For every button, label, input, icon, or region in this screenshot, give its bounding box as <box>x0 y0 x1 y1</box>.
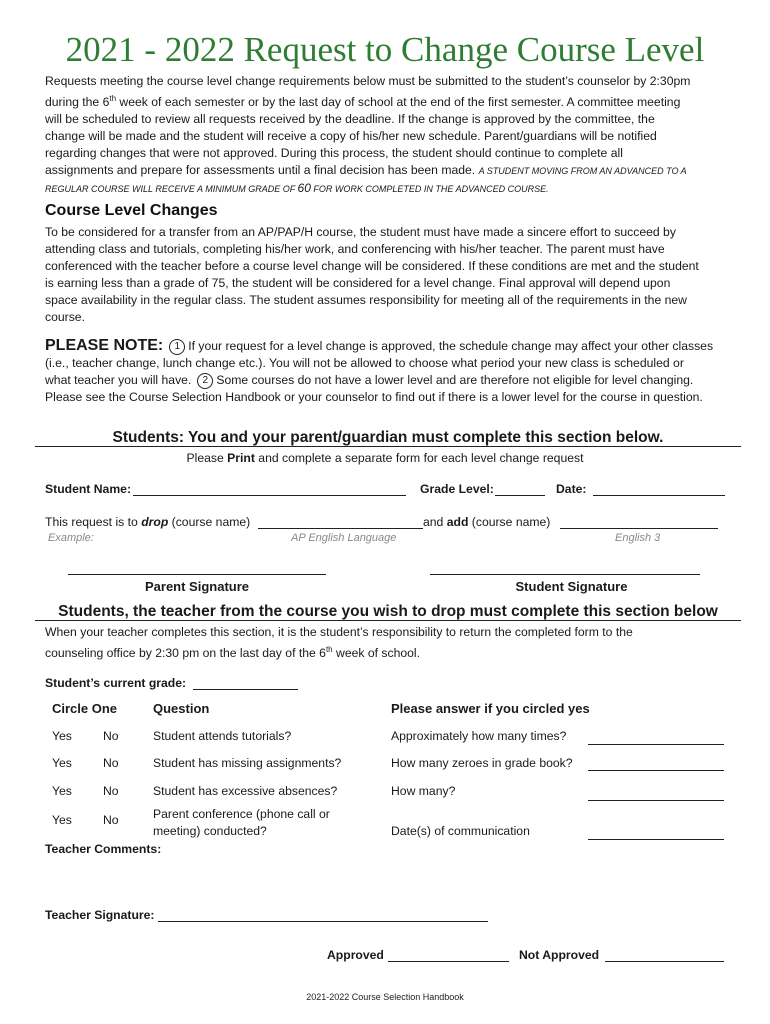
section-divider <box>35 620 741 621</box>
form-title: 2021 - 2022 Request to Change Course Level <box>65 30 705 69</box>
no-option[interactable]: No <box>103 784 119 798</box>
teacher-section-banner: Students, the teacher from the course you wish to drop must complete this section below <box>58 603 718 620</box>
request-add-label: and add (course name) <box>423 515 551 529</box>
teacher-comments-area[interactable] <box>45 860 735 900</box>
question-header: Question <box>153 701 210 716</box>
intro-line: regarding changes that were not approved. During this process, the student should continue to complete all <box>45 146 623 161</box>
no-option[interactable]: No <box>103 729 119 743</box>
example-label: Example: <box>48 532 94 544</box>
yes-option[interactable]: Yes <box>52 813 72 827</box>
no-option[interactable]: No <box>103 756 119 770</box>
grade-level-field[interactable] <box>495 495 545 496</box>
section-divider <box>35 446 741 447</box>
course-level-heading: Course Level Changes <box>45 202 218 219</box>
answer-field-zeroes[interactable] <box>588 770 724 771</box>
question-absences: Student has excessive absences? <box>153 784 338 798</box>
current-grade-label: Student’s current grade: <box>45 676 187 690</box>
answer-field-communication[interactable] <box>588 839 724 840</box>
answer-prompt-absences: How many? <box>391 784 456 798</box>
answer-field-tutorials[interactable] <box>588 744 724 745</box>
teacher-comments-label: Teacher Comments: <box>45 842 162 856</box>
current-grade-field[interactable] <box>193 689 298 690</box>
course-level-paragraph: To be considered for a transfer from an AP/PAP/H course, the student must have made a sincere effort to succeed by attending class and tutorials, completing his/her work, and conferencing with his/her teacher. The parent must have conferenced with the teacher before a course level change will be considered. If these conditions are met and the student is earning less than a grade of 75, the student will be considered for a level change. Final approval will depend upon space availability in the regular class. The student assumes responsibility for meeting all of the requirements in the new course. <box>45 225 699 324</box>
grade-level-label: Grade Level: <box>420 482 494 496</box>
add-course-field[interactable] <box>560 528 718 529</box>
question-tutorials: Student attends tutorials? <box>153 729 292 743</box>
student-signature-field[interactable] <box>430 574 700 575</box>
example-add-course: English 3 <box>615 532 661 544</box>
yes-option[interactable]: Yes <box>52 784 72 798</box>
intro-paragraph <box>45 73 740 198</box>
student-name-label: Student Name: <box>45 482 131 496</box>
please-note: PLEASE NOTE: 1 If your request for a level change is approved, the schedule change may affect your other classes (i.e., teacher change, lunch change etc.). You will not be allowed to choose what period your new class is scheduled or what teacher you will have. 2 Some courses do not have a lower level and are therefore not eligible for level changing. Please see the Course Selection Handbook or your counselor to find out if there is a lower level for the course in question. <box>45 337 714 404</box>
date-field[interactable] <box>593 495 725 496</box>
student-name-field[interactable] <box>133 495 406 496</box>
students-section-banner: Students: You and your parent/guardian must complete this section below. <box>112 429 664 446</box>
student-signature-label: Student Signature <box>515 579 628 594</box>
please-note-label: PLEASE NOTE: <box>45 337 164 354</box>
page-footer: 2021-2022 Course Selection Handbook <box>306 992 464 1002</box>
intro-line: assignments and prepare for assessments until a final decision has been made. A STUDENT MOVING FROM AN ADVANCED TO A <box>45 163 687 178</box>
drop-course-field[interactable] <box>258 528 423 529</box>
intro-line: REGULAR COURSE WILL RECEIVE A MINIMUM GRADE OF 60 FOR WORK COMPLETED IN THE ADVANCED COURSE. <box>45 181 549 196</box>
question-parent-conference: Parent conference (phone call or meeting) conducted? <box>153 807 330 838</box>
answer-field-absences[interactable] <box>588 800 724 801</box>
answer-prompt-tutorials: Approximately how many times? <box>391 729 567 743</box>
answer-prompt-zeroes: How many zeroes in grade book? <box>391 756 573 770</box>
approved-label: Approved <box>327 948 384 962</box>
circle-one-header: Circle One <box>52 701 118 716</box>
circled-number-icon: 1 <box>169 339 185 355</box>
date-label: Date: <box>556 482 587 496</box>
not-approved-label: Not Approved <box>519 948 600 962</box>
parent-signature-field[interactable] <box>68 574 326 575</box>
not-approved-field[interactable] <box>605 961 724 962</box>
intro-line: Requests meeting the course level change requirements below must be submitted to the student’s counselor by 2:30pm <box>45 74 691 88</box>
teacher-instructions: When your teacher completes this section, it is the student’s responsibility to return the completed form to the counseling office by 2:30 pm on the last day of the 6th week of school. <box>45 625 633 661</box>
teacher-signature-label: Teacher Signature: <box>45 908 155 922</box>
question-missing-assignments: Student has missing assignments? <box>153 756 342 770</box>
teacher-signature-field[interactable] <box>158 921 488 922</box>
example-drop-course: AP English Language <box>291 532 397 544</box>
intro-line: during the 6th week of each semester or by the last day of school at the end of the first semester. A committee meeting <box>45 94 681 110</box>
no-option[interactable]: No <box>103 813 119 827</box>
intro-line: will be scheduled to review all requests received by the deadline. If the change is approved by the committee, the <box>45 112 655 127</box>
answer-header: Please answer if you circled yes <box>391 701 590 716</box>
approved-field[interactable] <box>388 961 509 962</box>
parent-signature-label: Parent Signature <box>144 579 250 594</box>
yes-option[interactable]: Yes <box>52 729 72 743</box>
circled-number-icon: 2 <box>197 373 213 389</box>
print-instruction: Please Print and complete a separate form for each level change request <box>186 451 584 465</box>
yes-option[interactable]: Yes <box>52 756 72 770</box>
minimum-grade-notice: A STUDENT MOVING FROM AN ADVANCED TO A <box>478 166 687 177</box>
intro-line: change will be made and the student will receive a copy of his/her new schedule. Parent/guardians will be notified <box>45 129 657 144</box>
answer-prompt-communication: Date(s) of communication <box>391 824 530 838</box>
request-drop-label: This request is to drop (course name) <box>45 515 251 529</box>
